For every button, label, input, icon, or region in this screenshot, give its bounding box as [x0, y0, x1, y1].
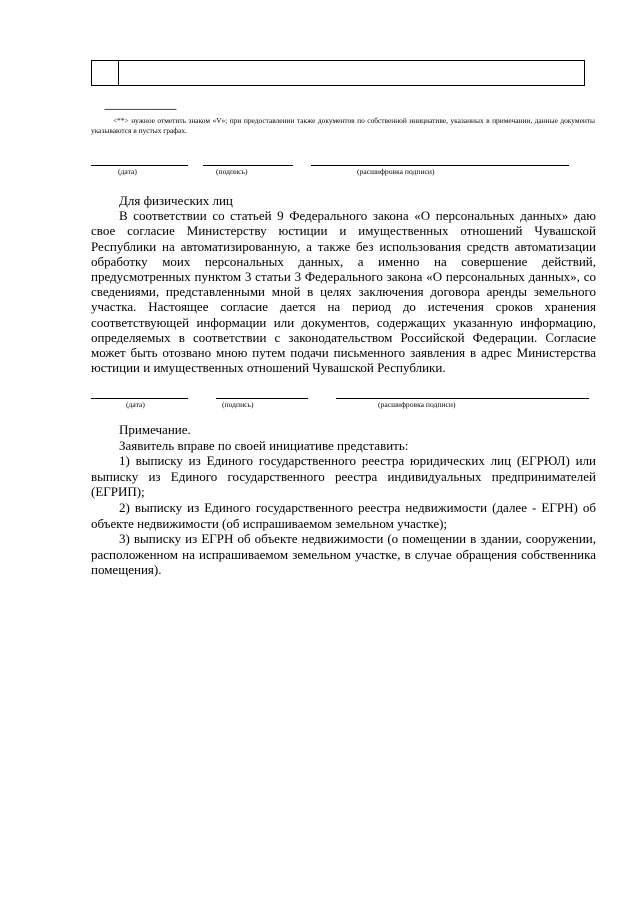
decode-label: (расшифровка подписи): [357, 167, 435, 176]
decode-line: [336, 398, 589, 399]
date-label: (дата): [126, 400, 145, 409]
signature-label: (подпись): [216, 167, 248, 176]
date-line: [91, 165, 188, 166]
consent-heading: Для физических лиц: [119, 193, 233, 208]
signature-block-2: [0, 393, 640, 413]
checkbox-table-row: [91, 60, 585, 86]
note-intro: Заявитель вправе по своей инициативе представить:: [119, 437, 409, 453]
decode-label: (расшифровка подписи): [378, 400, 456, 409]
note-item-1: 1) выписку из Единого государственного реестра юридических лиц (ЕГРЮЛ) или выписку из Единого государственного реестра индивидуальных предпринимателей (ЕГРИП);: [91, 453, 596, 500]
note-item-3: 3) выписку из ЕГРН об объекте недвижимости (о помещении в здании, сооружении, расположенном на испрашиваемом земельном участке, в случае обращения собственника помещения).: [91, 531, 596, 578]
signature-block-1: [0, 160, 640, 180]
footnote-separator: ------------------------------------: [104, 104, 176, 114]
note-item-2: 2) выписку из Единого государственного реестра недвижимости (далее - ЕГРН) об объекте недвижимости (об испрашиваемом земельном участке);: [91, 499, 596, 531]
consent-body: В соответствии со статьей 9 Федерального закона «О персональных данных» даю свое согласие Министерству юстиции и имущественных отношений Чувашской Республики на автоматизированную, а также без использования средств автоматизации обработку моих персональных данных, а именно на совершение действий, предусмотренных пунктом 3 статьи 3 Федерального закона «О персональных данных», со сведениями, представленными мной в целях заключения договора аренды земельного участка. Настоящее согласие дается на период до истечения сроков хранения соответствующей информации или документов, содержащих указанную информацию, определяемых в соответствии с законодательством Российской Федерации. Согласие может быть отозвано мною путем подачи письменного заявления в адрес Министерства юстиции и имущественных отношений Чувашской Республики.: [91, 208, 596, 376]
note-section: [91, 422, 596, 578]
signature-label: (подпись): [222, 400, 254, 409]
consent-section: [91, 193, 596, 375]
footnote-text: <**> нужное отметить знаком «V»; при предоставлении также документов по собственной инициативе, указанных в примечании, данные документы указываются в пустых графах.: [91, 116, 595, 135]
signature-line: [216, 398, 308, 399]
signature-line: [203, 165, 293, 166]
checkbox-cell[interactable]: [92, 61, 119, 85]
note-title: Примечание.: [119, 422, 191, 437]
date-line: [91, 398, 188, 399]
date-label: (дата): [118, 167, 137, 176]
decode-line: [311, 165, 569, 166]
